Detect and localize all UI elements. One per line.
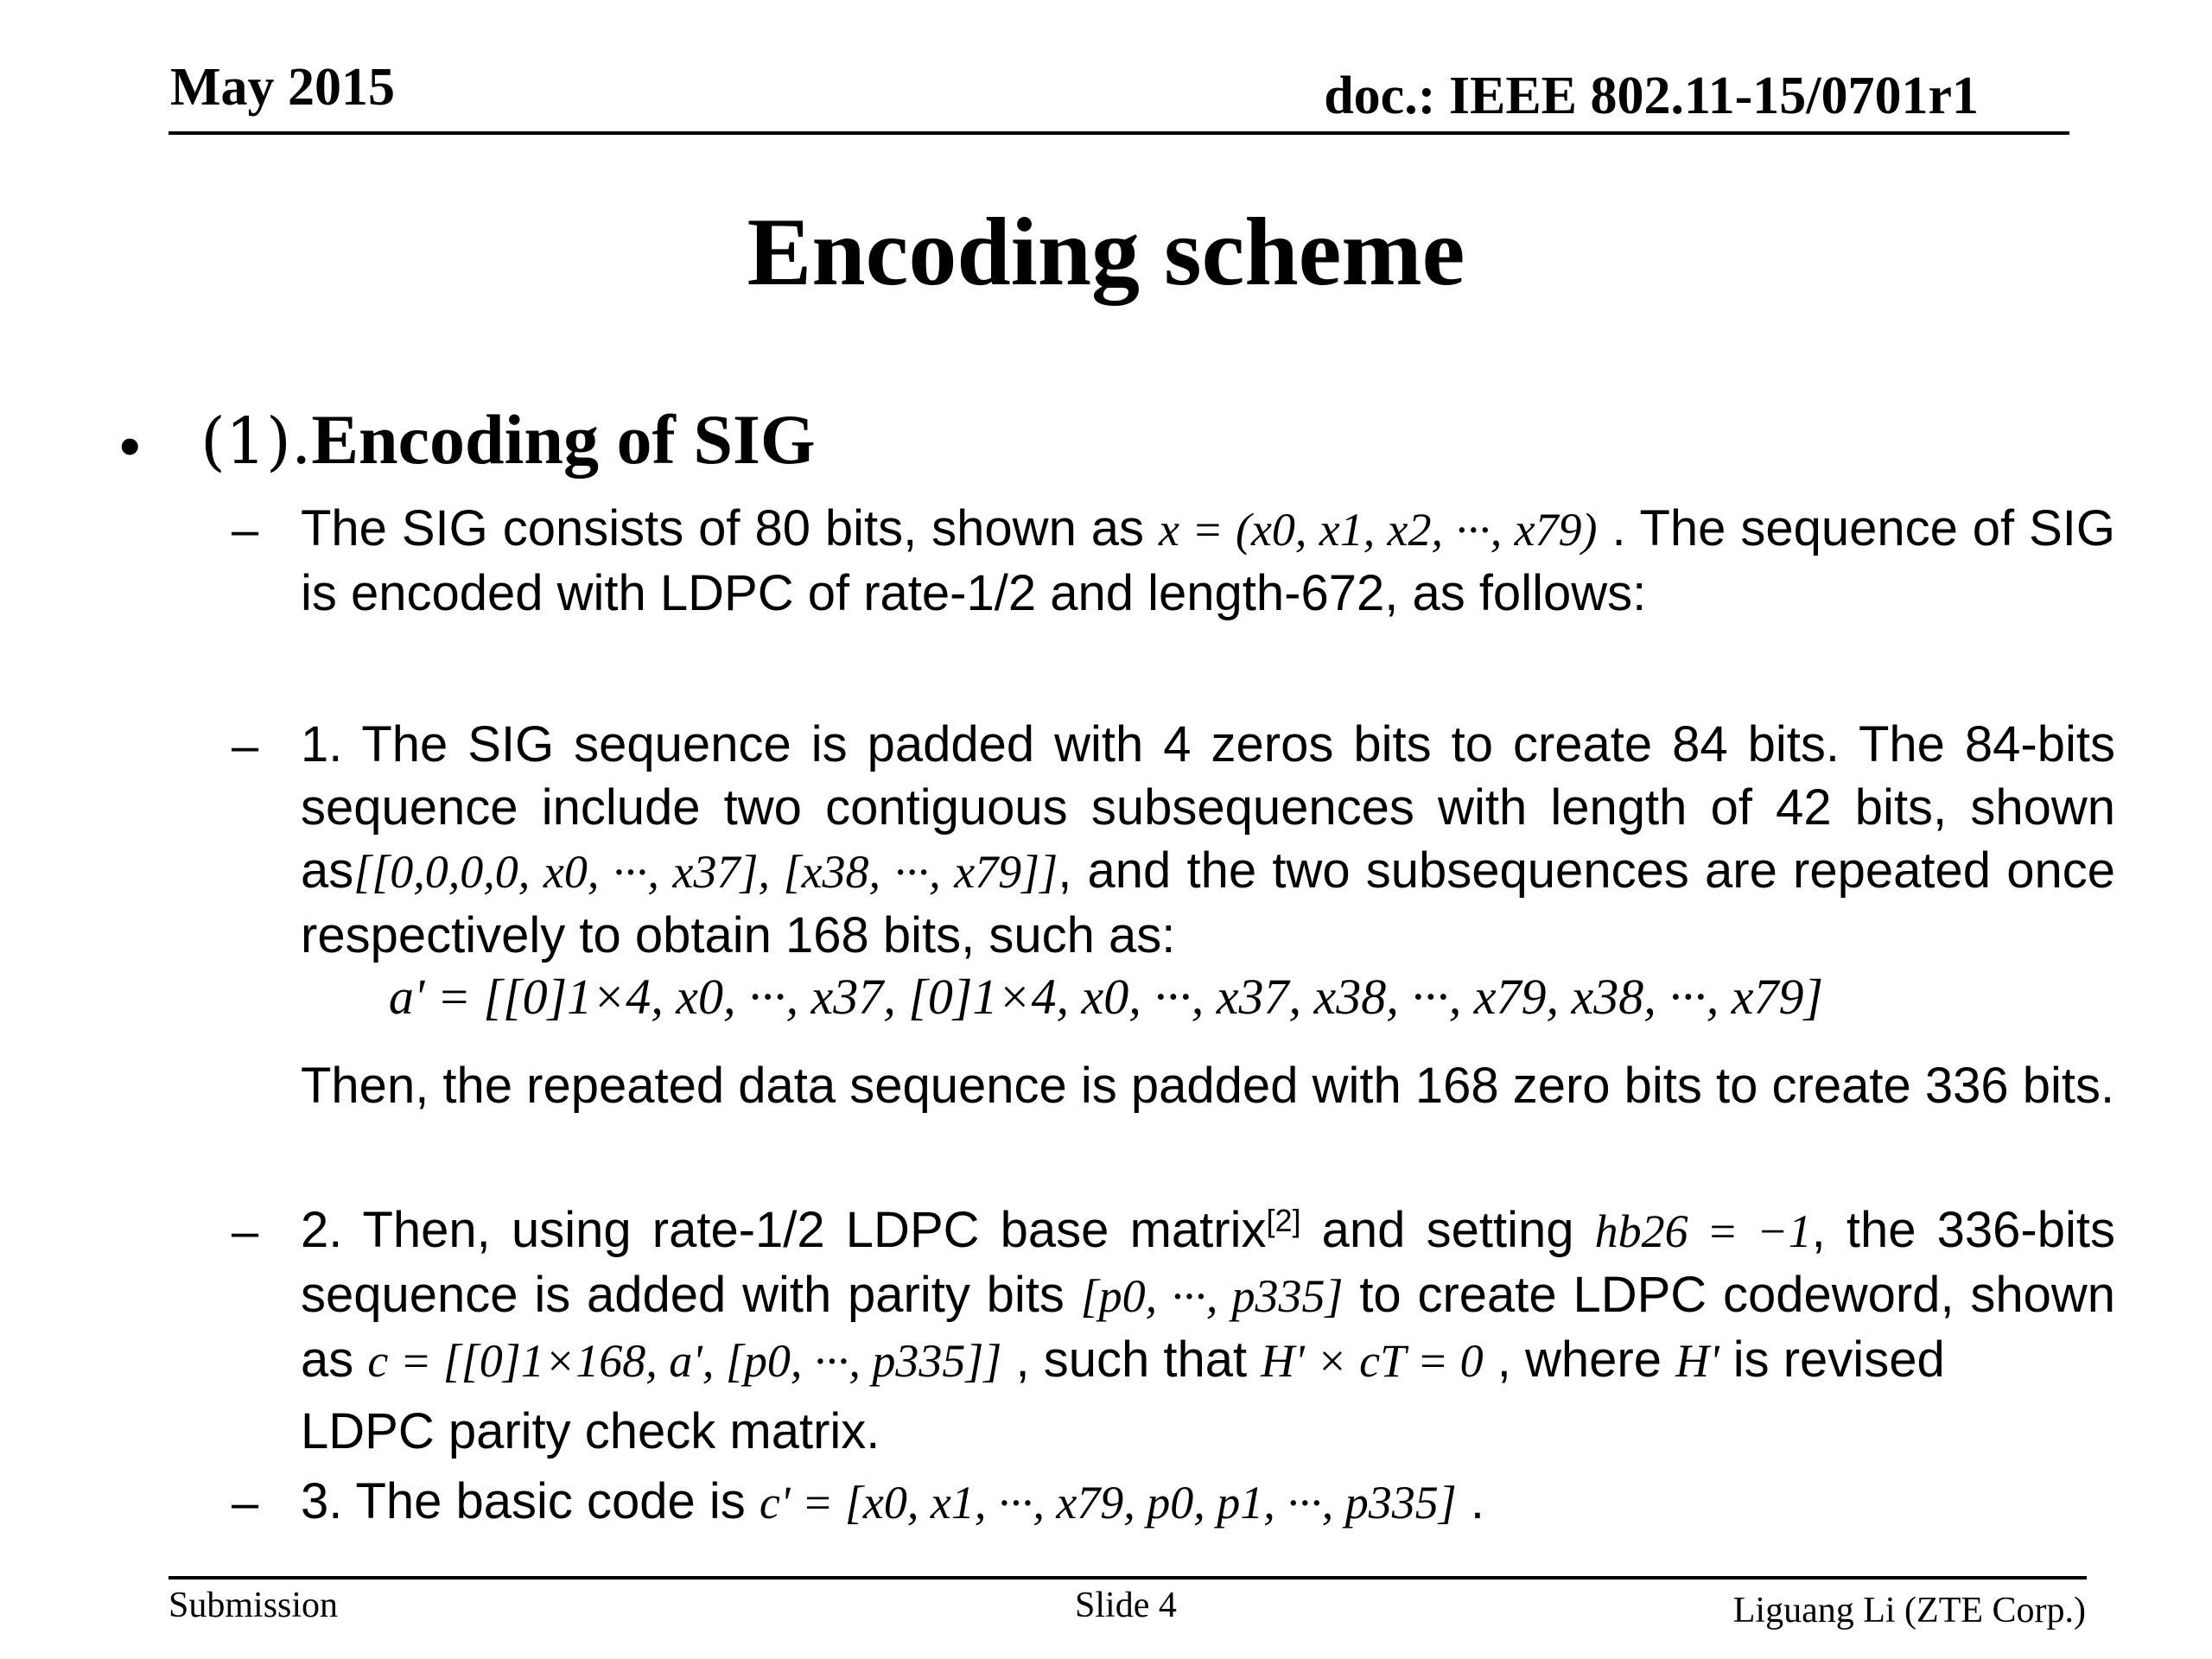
item-1-pre: The SIG consists of 80 bits, shown as (301, 500, 1159, 556)
item-3-mid4: , such that (1001, 1332, 1262, 1388)
math-parity-bits: [p0, ···, p335] (1080, 1270, 1344, 1322)
section-number: (1). (200, 404, 312, 479)
section-heading-text: Encoding of SIG (311, 400, 816, 479)
item-2-pre: 1. The SIG sequence is padded with 4 zeros bits to create 84 bits. The 84-bits sequence include two contiguous subsequences with length of 42 bits, shown as (301, 716, 2115, 899)
item-3-continuation: LDPC parity check matrix. (301, 1403, 880, 1459)
item-1-dash: – (232, 502, 259, 556)
section-heading (200, 399, 816, 480)
footer-author: Liguang Li (ZTE Corp.) (1732, 1591, 2086, 1630)
item-3-mid1: and setting (1300, 1202, 1595, 1258)
math-codeword-c: c = [[0]1×168, a', [p0, ···, p335]] (367, 1335, 1002, 1387)
math-x-vector: x = (x0, x1, x2, ···, x79) (1158, 504, 1598, 556)
item-3-post: is revised (1719, 1332, 1945, 1388)
item-4-dash: – (232, 1475, 259, 1529)
item-4-text (301, 1470, 2115, 1535)
item-1-post: . The sequence of SIG is encoded with LDPC of rate-1/2 and length-672, as follows: (301, 500, 2116, 621)
item-2-dash: – (232, 718, 259, 772)
item-1-text (301, 497, 2115, 625)
item-3-mid3: to create LDPC codeword, shown as (301, 1267, 2115, 1388)
item-3-dash: – (232, 1204, 259, 1258)
footer-divider (168, 1576, 2087, 1580)
section-bullet: • (119, 412, 141, 480)
item-2-continuation: Then, the repeated data sequence is padded with 168 zero bits to create 336 bits. (301, 1058, 2115, 1114)
formula-a-prime: a' = [[0]1×4, x0, ···, x37, [0]1×4, x0, ···, x37, x38, ···, x79, x38, ···, x79] (388, 969, 1824, 1025)
math-hb26: hb26 = −1 (1594, 1205, 1812, 1257)
footer-slide-number: Slide 4 (1075, 1586, 1177, 1625)
header-divider (168, 131, 2069, 135)
item-3-mid5: , where (1483, 1332, 1676, 1388)
math-h-prime: H' (1675, 1335, 1719, 1387)
citation-2: [2] (1266, 1203, 1301, 1238)
item-2-post: , and the two subsequences are repeated once respectively to obtain 168 bits, such as: (301, 842, 2115, 963)
item-2-text (301, 713, 2115, 967)
header-date: May 2015 (170, 58, 396, 117)
header-doc-id: doc.: IEEE 802.11-15/0701r1 (1324, 67, 1979, 125)
item-3-pre: 2. Then, using rate-1/2 LDPC base matrix (301, 1202, 1267, 1258)
item-4-pre: 3. The basic code is (301, 1473, 760, 1529)
math-subsequences: [[0,0,0,0, x0, ···, x37], [x38, ···, x79]] (353, 846, 1058, 898)
math-parity-check: H' × cT = 0 (1261, 1335, 1484, 1387)
item-3-text (301, 1198, 2115, 1393)
item-3-mid2: , the 336-bits sequence is added with parity bits (301, 1202, 2116, 1323)
math-basic-code: c' = [x0, x1, ···, x79, p0, p1, ···, p335] (759, 1477, 1457, 1529)
footer-submission: Submission (168, 1586, 339, 1625)
slide-title: Encoding scheme (747, 199, 1465, 306)
item-4-post: . (1456, 1473, 1485, 1529)
